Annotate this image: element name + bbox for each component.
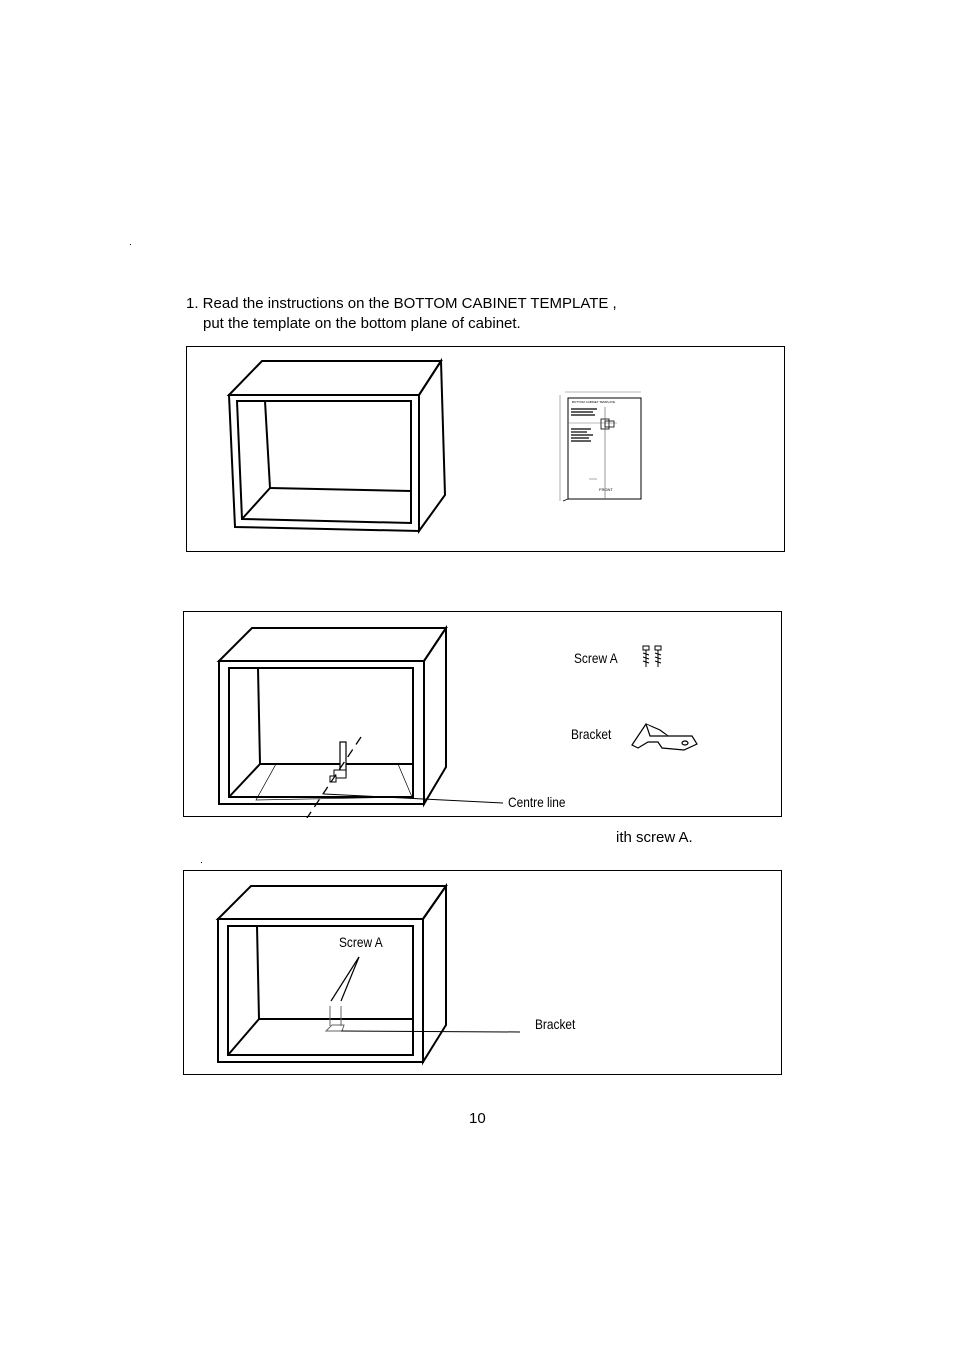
panel-bracket-fixing: [183, 870, 782, 1075]
cabinet-opening: [229, 668, 413, 797]
page-number: 10: [469, 1110, 486, 1127]
template-sheet: [560, 392, 641, 501]
step1-line2: put the template on the bottom plane of cabinet.: [203, 315, 521, 332]
cabinet-front-outer: [219, 661, 424, 804]
step3-fragment: ith screw A.: [616, 829, 693, 846]
panel-template-placement: [186, 346, 785, 552]
screw-pointer: [331, 957, 359, 1001]
bracket-icon: [632, 724, 697, 750]
cabinet-opening: [237, 401, 411, 523]
cabinet-top: [229, 361, 441, 395]
cabinet-side: [424, 628, 446, 804]
cabinet-top: [219, 628, 446, 661]
cabinet-front-outer: [229, 395, 419, 531]
screw-a-label: Screw A: [574, 650, 618, 666]
step1-line1: 1. Read the instructions on the BOTTOM CABINET TEMPLATE ,: [186, 295, 617, 312]
template-title: BOTTOM CABINET TEMPLATE: [572, 400, 615, 404]
cabinet-side: [423, 886, 446, 1062]
template-front-label: FRONT: [599, 487, 613, 492]
stray-mark: [201, 862, 202, 863]
cabinet-opening: [228, 926, 413, 1055]
cabinet-top: [218, 886, 446, 919]
cabinet-side: [419, 361, 445, 531]
cabinet-template-illustration: [187, 347, 786, 553]
cabinet-fixing-illustration: [184, 871, 783, 1076]
bracket-leader: [341, 1031, 520, 1032]
stray-mark: [130, 244, 131, 245]
screw-pointer: [341, 957, 359, 1001]
cabinet-front-outer: [218, 919, 423, 1062]
cabinet-bracket-illustration: [184, 612, 783, 818]
screw-a-icon: [643, 646, 661, 667]
screw-a-label: Screw A: [339, 934, 383, 950]
centre-line-label: Centre line: [508, 794, 566, 810]
bracket-label: Bracket: [535, 1016, 576, 1032]
bracket-label: Bracket: [571, 726, 612, 742]
panel-bracket-placement: [183, 611, 782, 817]
